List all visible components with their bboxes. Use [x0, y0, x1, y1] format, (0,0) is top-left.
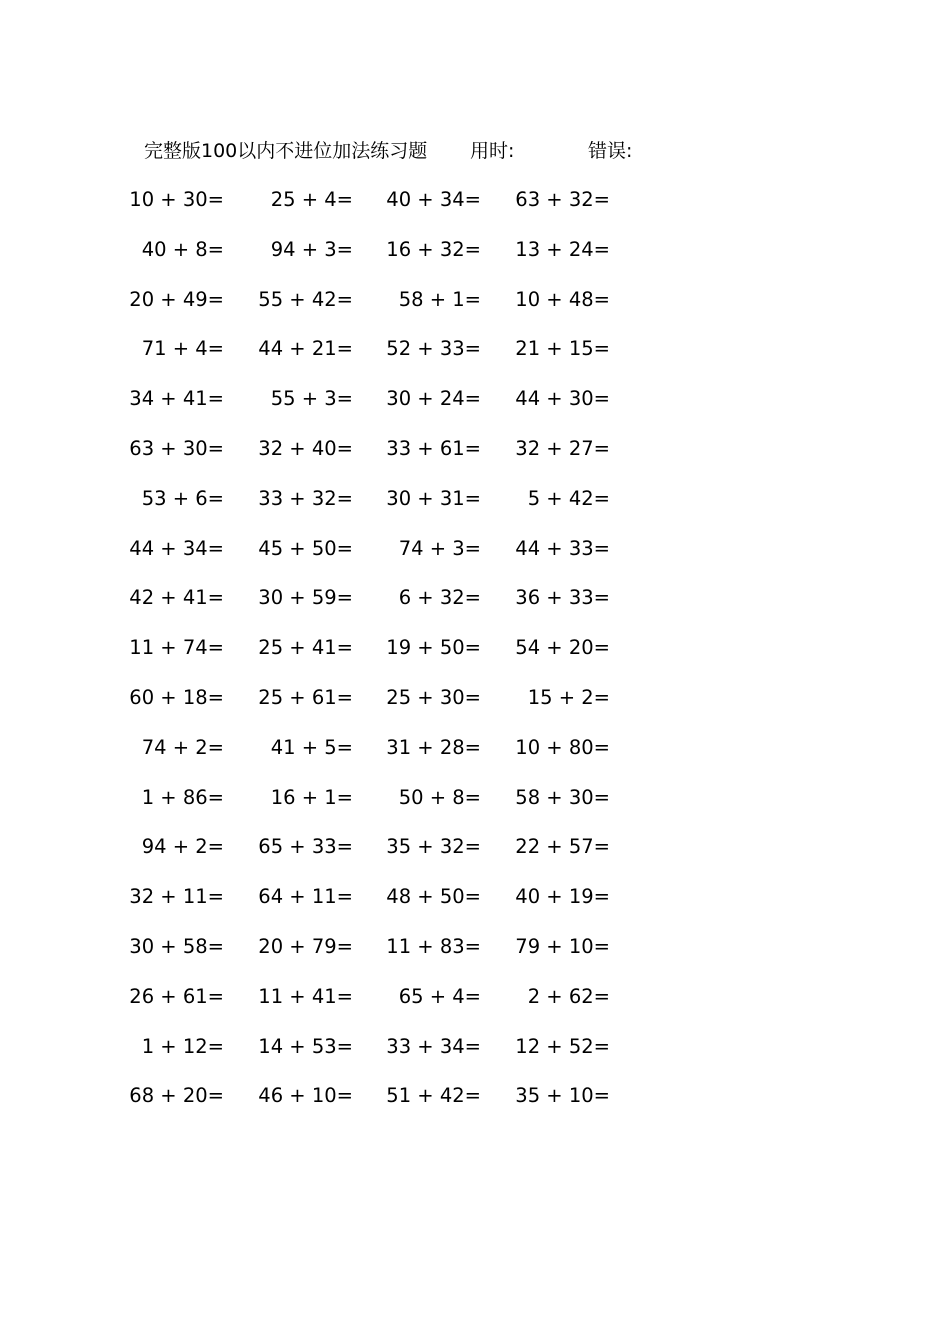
- addition-problem: 58 + 30=: [515, 785, 610, 809]
- addition-problem: 65 + 4=: [398, 984, 481, 1008]
- addition-problem: 63 + 32=: [515, 188, 610, 211]
- addition-problem: 53 + 6=: [141, 486, 224, 510]
- addition-problem: 31 + 28=: [386, 735, 481, 759]
- addition-problem: 32 + 11=: [129, 885, 224, 909]
- addition-problem: 13 + 24=: [515, 237, 610, 261]
- addition-problem: 6 + 32=: [398, 586, 481, 610]
- addition-problem: 46 + 10=: [258, 1084, 353, 1108]
- addition-problem: 44 + 33=: [515, 536, 610, 560]
- addition-problem: 74 + 2=: [141, 735, 224, 759]
- problem-row: [0, 882, 950, 912]
- addition-problem: 35 + 32=: [386, 835, 481, 859]
- addition-problem: 41 + 5=: [270, 735, 353, 759]
- addition-problem: 40 + 34=: [386, 188, 481, 211]
- problem-row: [0, 932, 950, 962]
- addition-problem: 15 + 2=: [527, 686, 610, 709]
- addition-problem: 79 + 10=: [515, 935, 610, 958]
- problem-row: [0, 783, 950, 813]
- addition-problem: 65 + 33=: [258, 835, 353, 859]
- addition-problem: 60 + 18=: [129, 686, 224, 709]
- addition-problem: 2 + 62=: [527, 984, 610, 1008]
- problem-row: [0, 434, 950, 464]
- addition-problem: 30 + 59=: [258, 586, 353, 610]
- addition-problem: 42 + 41=: [129, 586, 224, 610]
- addition-problem: 22 + 57=: [515, 835, 610, 859]
- problem-row: [0, 235, 950, 265]
- addition-problem: 32 + 40=: [258, 437, 353, 460]
- addition-problem: 63 + 30=: [129, 437, 224, 460]
- addition-problem: 26 + 61=: [129, 984, 224, 1008]
- addition-problem: 68 + 20=: [129, 1084, 224, 1108]
- problem-row: [0, 583, 950, 613]
- addition-problem: 44 + 34=: [129, 536, 224, 560]
- addition-problem: 54 + 20=: [515, 636, 610, 660]
- addition-problem: 25 + 41=: [258, 636, 353, 660]
- addition-problem: 25 + 30=: [386, 686, 481, 709]
- addition-problem: 44 + 21=: [258, 337, 353, 361]
- addition-problem: 51 + 42=: [386, 1084, 481, 1108]
- addition-problem: 36 + 33=: [515, 586, 610, 610]
- addition-problem: 35 + 10=: [515, 1084, 610, 1108]
- addition-problem: 16 + 32=: [386, 237, 481, 261]
- addition-problem: 11 + 41=: [258, 984, 353, 1008]
- addition-problem: 40 + 8=: [141, 237, 224, 261]
- problem-row: [0, 1032, 950, 1062]
- addition-problem: 33 + 61=: [386, 437, 481, 460]
- addition-problem: 1 + 12=: [141, 1034, 224, 1058]
- addition-problem: 71 + 4=: [141, 337, 224, 361]
- addition-problem: 50 + 8=: [398, 785, 481, 809]
- time-label: 用时:: [470, 140, 515, 162]
- worksheet-title: 完整版100以内不进位加法练习题: [144, 140, 428, 162]
- problem-row: [0, 1081, 950, 1111]
- addition-problem: 11 + 83=: [386, 935, 481, 958]
- addition-problem: 20 + 49=: [129, 287, 224, 311]
- error-label: 错误:: [588, 140, 633, 162]
- addition-problem: 1 + 86=: [141, 785, 224, 809]
- addition-problem: 10 + 80=: [515, 735, 610, 759]
- problem-row: [0, 334, 950, 364]
- addition-problem: 94 + 3=: [270, 237, 353, 261]
- addition-problem: 20 + 79=: [258, 935, 353, 958]
- addition-problem: 25 + 4=: [270, 188, 353, 211]
- addition-problem: 10 + 48=: [515, 287, 610, 311]
- problem-row: [0, 633, 950, 663]
- addition-problem: 14 + 53=: [258, 1034, 353, 1058]
- addition-problem: 33 + 32=: [258, 486, 353, 510]
- addition-problem: 11 + 74=: [129, 636, 224, 660]
- addition-problem: 32 + 27=: [515, 437, 610, 460]
- addition-problem: 5 + 42=: [527, 486, 610, 510]
- addition-problem: 33 + 34=: [386, 1034, 481, 1058]
- problem-row: [0, 285, 950, 315]
- problem-row: [0, 384, 950, 414]
- addition-problem: 21 + 15=: [515, 337, 610, 361]
- addition-problem: 12 + 52=: [515, 1034, 610, 1058]
- addition-problem: 94 + 2=: [141, 835, 224, 859]
- addition-problem: 55 + 42=: [258, 287, 353, 311]
- addition-problem: 40 + 19=: [515, 885, 610, 909]
- addition-problem: 44 + 30=: [515, 387, 610, 411]
- problem-row: [0, 832, 950, 862]
- addition-problem: 10 + 30=: [129, 188, 224, 211]
- addition-problem: 45 + 50=: [258, 536, 353, 560]
- addition-problem: 16 + 1=: [270, 785, 353, 809]
- problem-row: [0, 484, 950, 514]
- addition-problem: 19 + 50=: [386, 636, 481, 660]
- problem-row: [0, 733, 950, 763]
- addition-problem: 58 + 1=: [398, 287, 481, 311]
- addition-problem: 25 + 61=: [258, 686, 353, 709]
- addition-problem: 30 + 24=: [386, 387, 481, 411]
- addition-problem: 30 + 58=: [129, 935, 224, 958]
- addition-problem: 55 + 3=: [270, 387, 353, 411]
- addition-problem: 48 + 50=: [386, 885, 481, 909]
- problem-row: [0, 683, 950, 713]
- problem-row: [0, 534, 950, 564]
- addition-problem: 74 + 3=: [398, 536, 481, 560]
- addition-problem: 52 + 33=: [386, 337, 481, 361]
- addition-problem: 64 + 11=: [258, 885, 353, 909]
- problem-row: [0, 982, 950, 1012]
- problem-row: [0, 185, 950, 215]
- addition-problem: 30 + 31=: [386, 486, 481, 510]
- addition-problem: 34 + 41=: [129, 387, 224, 411]
